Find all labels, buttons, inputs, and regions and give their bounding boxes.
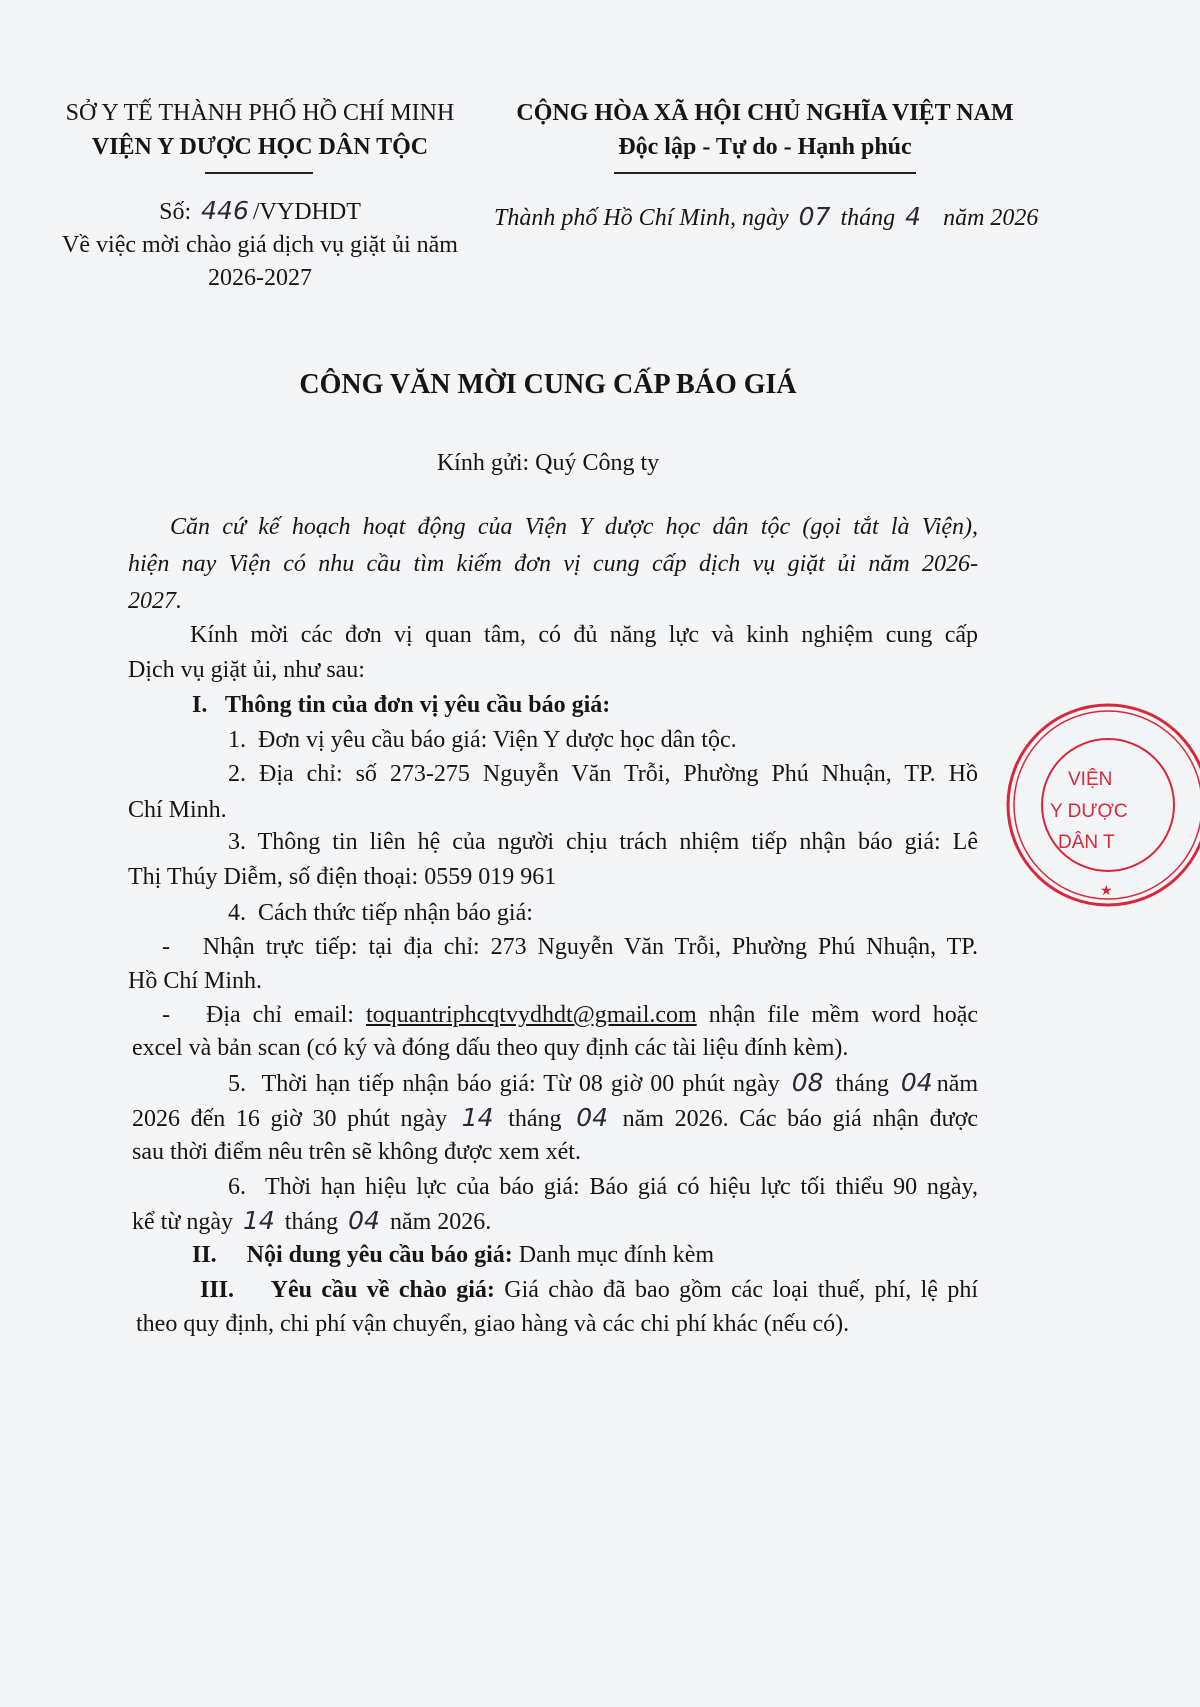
number-label: Số:	[159, 199, 192, 225]
email-suffix: nhận file mềm word hoặc	[708, 1002, 979, 1028]
number-suffix: /VYDHDT	[252, 199, 361, 225]
date-month-label: tháng	[840, 205, 896, 231]
item-5-cont	[132, 1103, 978, 1134]
item-5	[228, 1068, 978, 1099]
handwritten-day: 08	[791, 1068, 824, 1097]
item-6-cont	[132, 1206, 491, 1237]
section-2	[192, 1240, 714, 1270]
item-5-month-label: tháng	[508, 1106, 562, 1132]
handwritten-month: 04	[348, 1206, 380, 1235]
section-2-heading: II. Nội dung yêu cầu báo giá:	[192, 1242, 513, 1268]
red-stamp-seal	[1000, 700, 1200, 910]
item-3: 3. Thông tin liên hệ của người chịu trách nhiệm tiếp nhận báo giá: Lê	[228, 829, 978, 855]
header-motto: Độc lập - Tự do - Hạnh phúc	[618, 134, 912, 160]
date-year: năm 2026	[943, 205, 1039, 231]
item-4-email-cont: excel và bản scan (có ký và đóng dấu theo quy định các tài liệu đính kèm).	[132, 1035, 849, 1061]
handwritten-month: 04	[900, 1068, 933, 1097]
item-5-year-label: năm	[936, 1071, 979, 1097]
item-4-direct-cont: Hồ Chí Minh.	[128, 968, 263, 994]
document-title: CÔNG VĂN MỜI CUNG CẤP BÁO GIÁ	[299, 369, 797, 400]
item-5-text: 5. Thời hạn tiếp nhận báo giá: Từ 08 giờ 00 phút ngày	[228, 1071, 780, 1097]
date-day: 07	[798, 202, 831, 231]
subject-line-1: Về việc mời chào giá dịch vụ giặt ủi năm	[62, 232, 458, 258]
number-handwritten: 446	[201, 196, 249, 225]
item-4: 4. Cách thức tiếp nhận báo giá:	[228, 900, 533, 926]
intro-line: Căn cứ kế hoạch hoạt động của Viện Y dược học dân tộc (gọi tắt là Viện),	[170, 514, 978, 540]
item-3-cont: Thị Thúy Diễm, số điện thoại: 0559 019 961	[128, 864, 557, 890]
item-5-month-label: tháng	[835, 1071, 889, 1097]
email-label: - Địa chỉ email:	[162, 1002, 354, 1028]
header-department: SỞ Y TẾ THÀNH PHỐ HỒ CHÍ MINH	[65, 100, 455, 126]
document-number	[40, 196, 480, 227]
section-3-text: Giá chào đã bao gồm các loại thuế, phí, lệ phí	[504, 1277, 978, 1303]
header-country: CỘNG HÒA XÃ HỘI CHỦ NGHĨA VIỆT NAM	[516, 100, 1014, 126]
intro-line: hiện nay Viện có nhu cầu tìm kiếm đơn vị cung cấp dịch vụ giặt ủi năm 2026-	[128, 551, 978, 577]
handwritten-month: 04	[576, 1103, 608, 1132]
item-1: 1. Đơn vị yêu cầu báo giá: Viện Y dược học dân tộc.	[228, 727, 737, 753]
header-institute: VIỆN Y DƯỢC HỌC DÂN TỘC	[91, 134, 429, 160]
section-3-heading: III. Yêu cầu về chào giá:	[200, 1277, 495, 1303]
item-6-text: kể từ ngày	[132, 1209, 233, 1235]
section-2-text: Danh mục đính kèm	[518, 1242, 715, 1268]
handwritten-day: 14	[242, 1206, 275, 1235]
invite-line: Dịch vụ giặt ủi, như sau:	[128, 657, 365, 683]
date-month: 4	[905, 202, 922, 231]
item-2: 2. Địa chỉ: số 273-275 Nguyễn Văn Trỗi, Phường Phú Nhuận, TP. Hồ	[228, 761, 978, 787]
stamp-text-line2: Y DƯỢC	[1050, 801, 1128, 822]
stamp-text-line3: DÂN T	[1058, 832, 1115, 853]
date-prefix: Thành phố Hồ Chí Minh, ngày	[494, 205, 789, 231]
document-date	[494, 202, 1038, 233]
header-left-underline	[205, 172, 313, 174]
intro-line: 2027.	[128, 588, 182, 614]
stamp-text-line1: VIỆN	[1068, 769, 1113, 790]
invite-line: Kính mời các đơn vị quan tâm, có đủ năng lực và kinh nghiệm cung cấp	[190, 622, 978, 648]
item-5-text: 2026 đến 16 giờ 30 phút ngày	[132, 1106, 448, 1132]
section-3	[200, 1275, 978, 1305]
stamp-star-icon: ★	[1100, 882, 1113, 898]
subject-line-2: 2026-2027	[208, 265, 312, 291]
item-4-direct: - Nhận trực tiếp: tại địa chỉ: 273 Nguyễn Văn Trỗi, Phường Phú Nhuận, TP.	[162, 934, 978, 960]
greeting: Kính gửi: Quý Công ty	[436, 450, 660, 476]
item-5-cont2: sau thời điểm nêu trên sẽ không được xem xét.	[132, 1139, 581, 1165]
item-6-month-label: tháng	[284, 1209, 339, 1235]
email-link[interactable]: toquantriphcqtvydhdt@gmail.com	[366, 1002, 697, 1028]
item-6: 6. Thời hạn hiệu lực của báo giá: Báo giá có hiệu lực tối thiểu 90 ngày,	[228, 1174, 978, 1200]
item-6-text: năm 2026.	[389, 1209, 492, 1235]
section-3-cont: theo quy định, chi phí vận chuyển, giao hàng và các chi phí khác (nếu có).	[136, 1311, 850, 1337]
item-2-cont: Chí Minh.	[128, 797, 227, 823]
item-4-email	[162, 1000, 978, 1030]
handwritten-day: 14	[461, 1103, 494, 1132]
item-5-text: năm 2026. Các báo giá nhận được	[622, 1106, 979, 1132]
header-right-underline	[614, 172, 916, 174]
section-1-heading: I. Thông tin của đơn vị yêu cầu báo giá:	[192, 692, 611, 718]
